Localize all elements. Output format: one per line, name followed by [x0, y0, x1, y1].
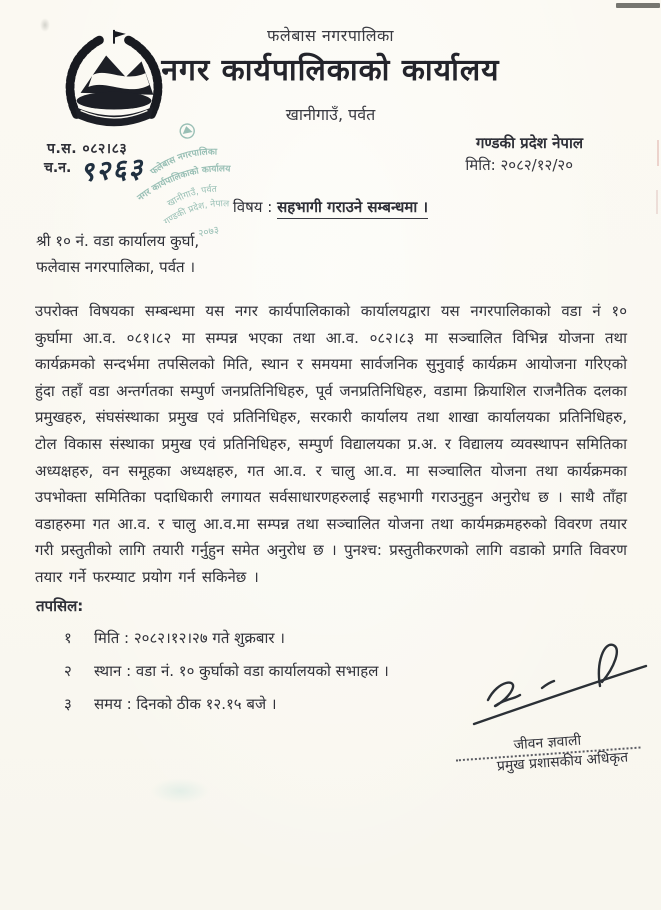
schedule-item-3 [64, 694, 277, 714]
stamp-line-4: गण्डकी प्रदेश, नेपाल [162, 199, 230, 228]
signer-title: प्रमुख प्रशासकीय अधिकृत [496, 749, 629, 775]
stamp-line-2: नगर कार्यपालिकाको कार्यालय [135, 164, 231, 204]
stamp-year: २०७३ [197, 224, 221, 240]
province-line: गण्डकी प्रदेश नेपाल [475, 134, 583, 152]
schedule-heading: तपसिल: [36, 597, 84, 615]
letter-date: मिति: २०८२/१२/२० [465, 156, 573, 174]
schedule-item-1 [64, 628, 285, 648]
ref-patra-sankhya: प.स. ०८२।८३ [47, 141, 128, 157]
ref-chalani-number-handwritten: ९२६३ [79, 152, 146, 189]
scan-smudge-small [40, 18, 50, 32]
scan-artifact-edge-line-2 [656, 190, 658, 214]
header-office-name: नगर कार्यपालिकाको कार्यालय [161, 53, 500, 88]
addressee-line-1: श्री १० नं. वडा कार्यालय कुर्घा, [36, 232, 200, 250]
signer-name: जीवन ज्ञवाली [454, 727, 640, 762]
ref-chalani-label: च.न. [44, 160, 72, 176]
subject-text-underlined: सहभागी गराउने सम्बन्धमा । [277, 198, 428, 219]
schedule-item-3-text: समय : दिनको ठीक १२.१५ बजे । [94, 695, 277, 713]
subject-label: विषय : [232, 198, 273, 216]
header-location: खानीगाउँ, पर्वत [285, 105, 376, 124]
scan-smudge [150, 778, 210, 804]
schedule-item-1-text: मिति : २०८२।१२।२७ गते शुक्रबार । [94, 629, 285, 647]
schedule-item-3-number: ३ [64, 695, 72, 713]
body-paragraph: उपरोक्त विषयका सम्बन्धमा यस नगर कार्यपालिकाको कार्यालयद्वारा यस नगरपालिकाको वडा नं १० कुर्घामा आ.व. ०८१।८२ मा सम्पन्न भएका तथा आ.व. ०८२।८३ मा सञ्चालित विभिन्न योजना तथा कार्यक्रमको सन्दर्भमा तपसिलको मिति, स्थान र समयमा सार्वजनिक सुनुवाई कार्यक्रम आयोजना गरिएको हुंदा तहाँ वडा अन्तर्गतका सम्पुर्ण जनप्रतिनिधिहरु, पूर्व जनप्रतिनिधिहरु, वडामा क्रियाशिल राजनैतिक दलका प्रमुखहरु, संघसंस्थाका प्रमुख एवं प्रतिनिधिहरु, सरकारी कार्यालय तथा शाखा कार्यालयका प्रतिनिधिहरु, टोल विकास संस्थाका प्रमुख एवं प्रतिनिधिहरु, सम्पुर्ण विद्यालयका प्र.अ. र विद्यालय व्यवस्थापन समितिका अध्यक्षहरु, वन समूहका अध्यक्षहरु, गत आ.व. र चालु आ.व. मा सञ्चालित योजना तथा कार्यक्रमका उपभोक्ता समितिका पदाधिकारी लगायत सर्वसाधारणहरुलाई सहभागी गराउनुहुन अनुरोध छ । साथै ताँहा वडाहरुमा गत आ.व. र चालु आ.व.मा सम्पन्न तथा सञ्चालित योजना तथा कार्यमक्रमहरुको विवरण तयार गरी प्रस्तुतीको लागि तयारी गर्नुहुन समेत अनुरोध छ । पुनश्च: प्रस्तुतीकरणको लागि वडाको प्रगति विवरण तयार गर्ने फरम्याट प्रयोग गर्न सकिनेछ । [35, 302, 627, 586]
subject-line [0, 197, 661, 217]
stamp-line-3: खानीगाउँ, पर्वत [165, 184, 218, 210]
header-municipality-name: फलेबास नगरपालिका [267, 26, 394, 45]
scan-artifact-edge-line [657, 140, 659, 166]
handwritten-signature [450, 638, 650, 738]
schedule-item-1-number: १ [64, 629, 72, 647]
addressee-line-2: फलेवास नगरपालिका, पर्वत । [36, 258, 196, 276]
schedule-item-2-number: २ [64, 662, 72, 680]
schedule-item-2 [64, 661, 389, 681]
stamp-line-1: फलेबास नगरपालिका [149, 147, 218, 178]
schedule-item-2-text: स्थान : वडा नं. १० कुर्घाको वडा कार्यालयको सभाहल । [94, 662, 389, 680]
scan-artifact-corner-mark [616, 3, 660, 8]
